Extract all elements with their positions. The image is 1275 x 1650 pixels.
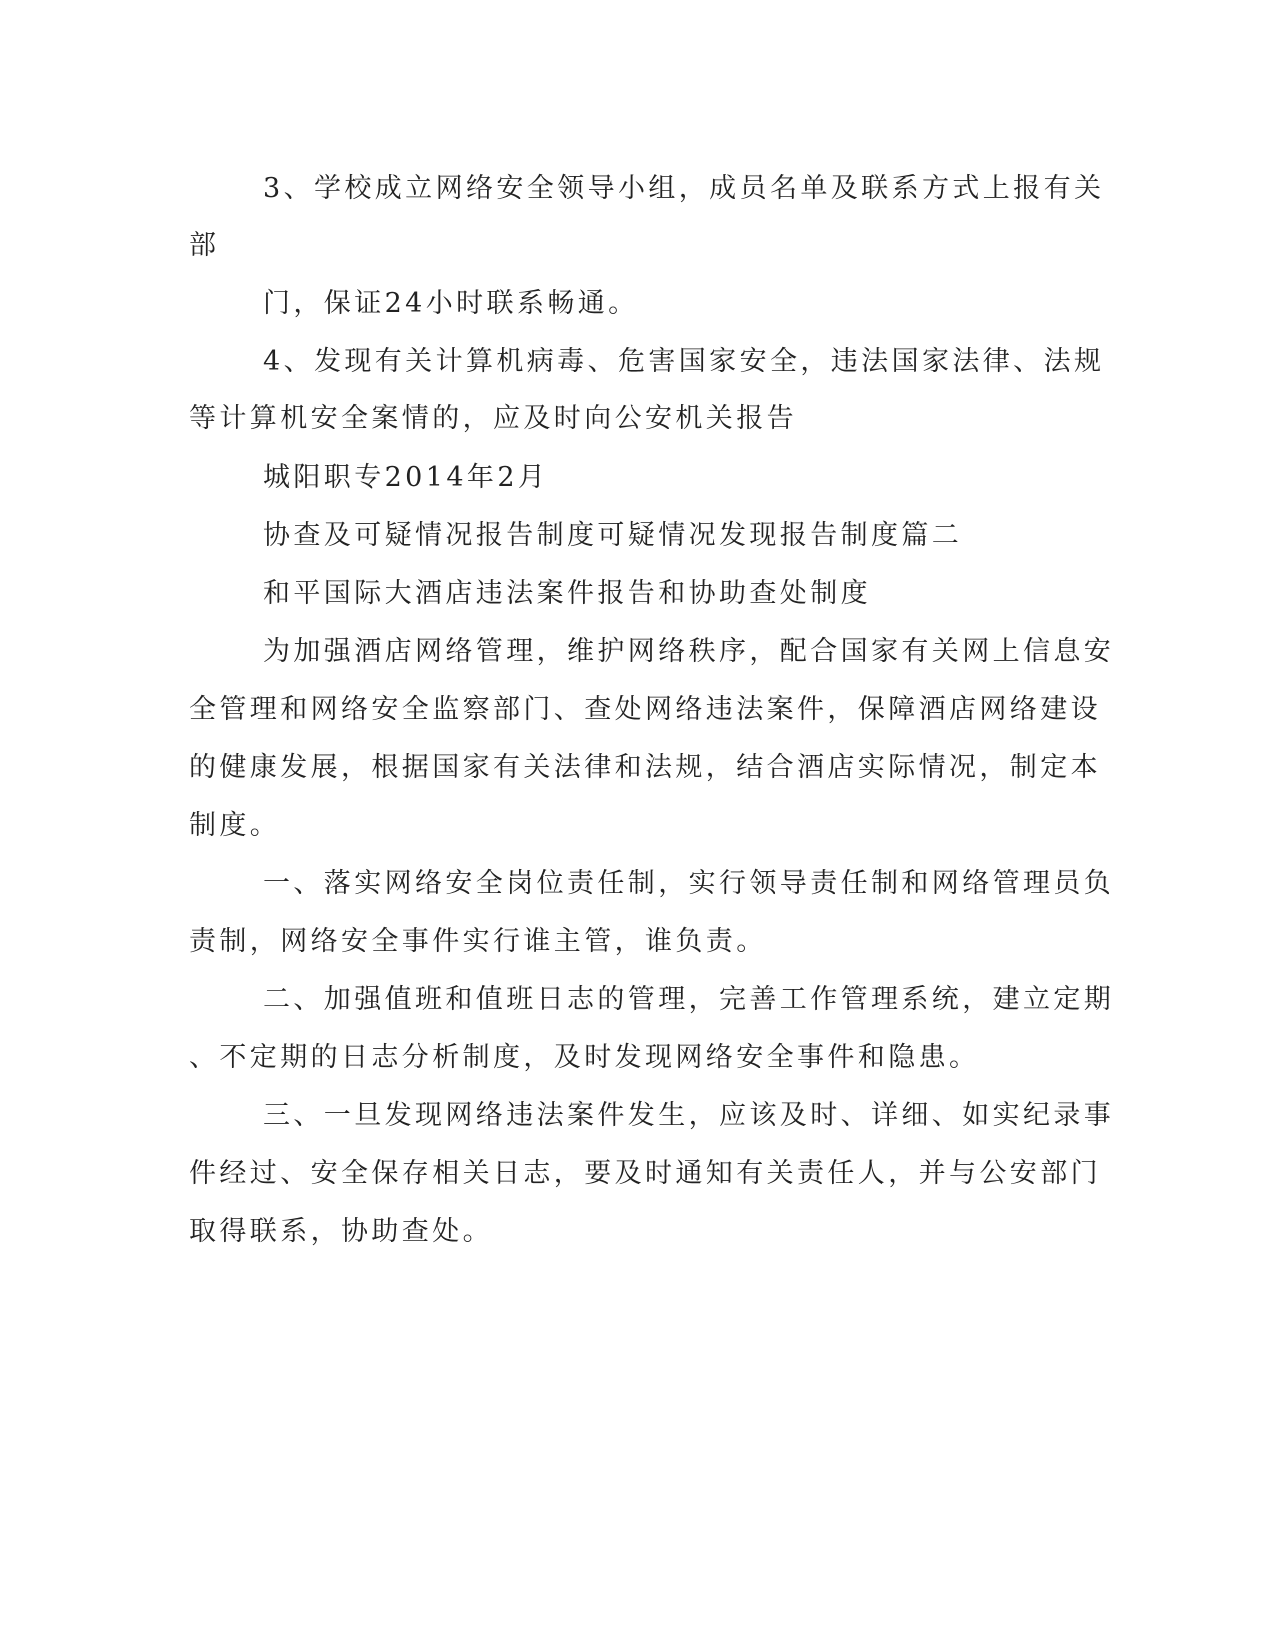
paragraph-line: 为加强酒店网络管理，维护网络秩序，配合国家有关网上信息安 [263,636,1115,667]
section-heading: 协查及可疑情况报告制度可疑情况发现报告制度篇二 [263,520,963,551]
paragraph-line: 门，保证24小时联系畅通。 [263,288,639,319]
paragraph-line: 、不定期的日志分析制度，及时发现网络安全事件和隐患。 [189,1042,980,1073]
signature-line: 城阳职专2014年2月 [263,462,549,493]
paragraph-line: 取得联系，协助查处。 [189,1216,493,1247]
paragraph-line: 部 [189,230,220,261]
paragraph-line: 一、落实网络安全岗位责任制，实行领导责任制和网络管理员负 [263,868,1115,899]
paragraph-line: 4、发现有关计算机病毒、危害国家安全，违法国家法律、法规 [263,346,1105,377]
paragraph-line: 等计算机安全案情的，应及时向公安机关报告 [189,403,797,434]
document-title: 和平国际大酒店违法案件报告和协助查处制度 [263,578,871,609]
paragraph-line: 三、一旦发现网络违法案件发生，应该及时、详细、如实纪录事 [263,1100,1115,1131]
paragraph-line: 件经过、安全保存相关日志，要及时通知有关责任人，并与公安部门 [189,1158,1101,1189]
paragraph-line: 制度。 [189,810,281,841]
paragraph-line: 全管理和网络安全监察部门、查处网络违法案件，保障酒店网络建设 [189,694,1101,725]
paragraph-line: 责制，网络安全事件实行谁主管，谁负责。 [189,926,767,957]
paragraph-line: 二、加强值班和值班日志的管理，完善工作管理系统，建立定期 [263,984,1115,1015]
paragraph-line: 的健康发展，根据国家有关法律和法规，结合酒店实际情况，制定本 [189,752,1101,783]
paragraph-line: 3、学校成立网络安全领导小组，成员名单及联系方式上报有关 [263,173,1105,204]
